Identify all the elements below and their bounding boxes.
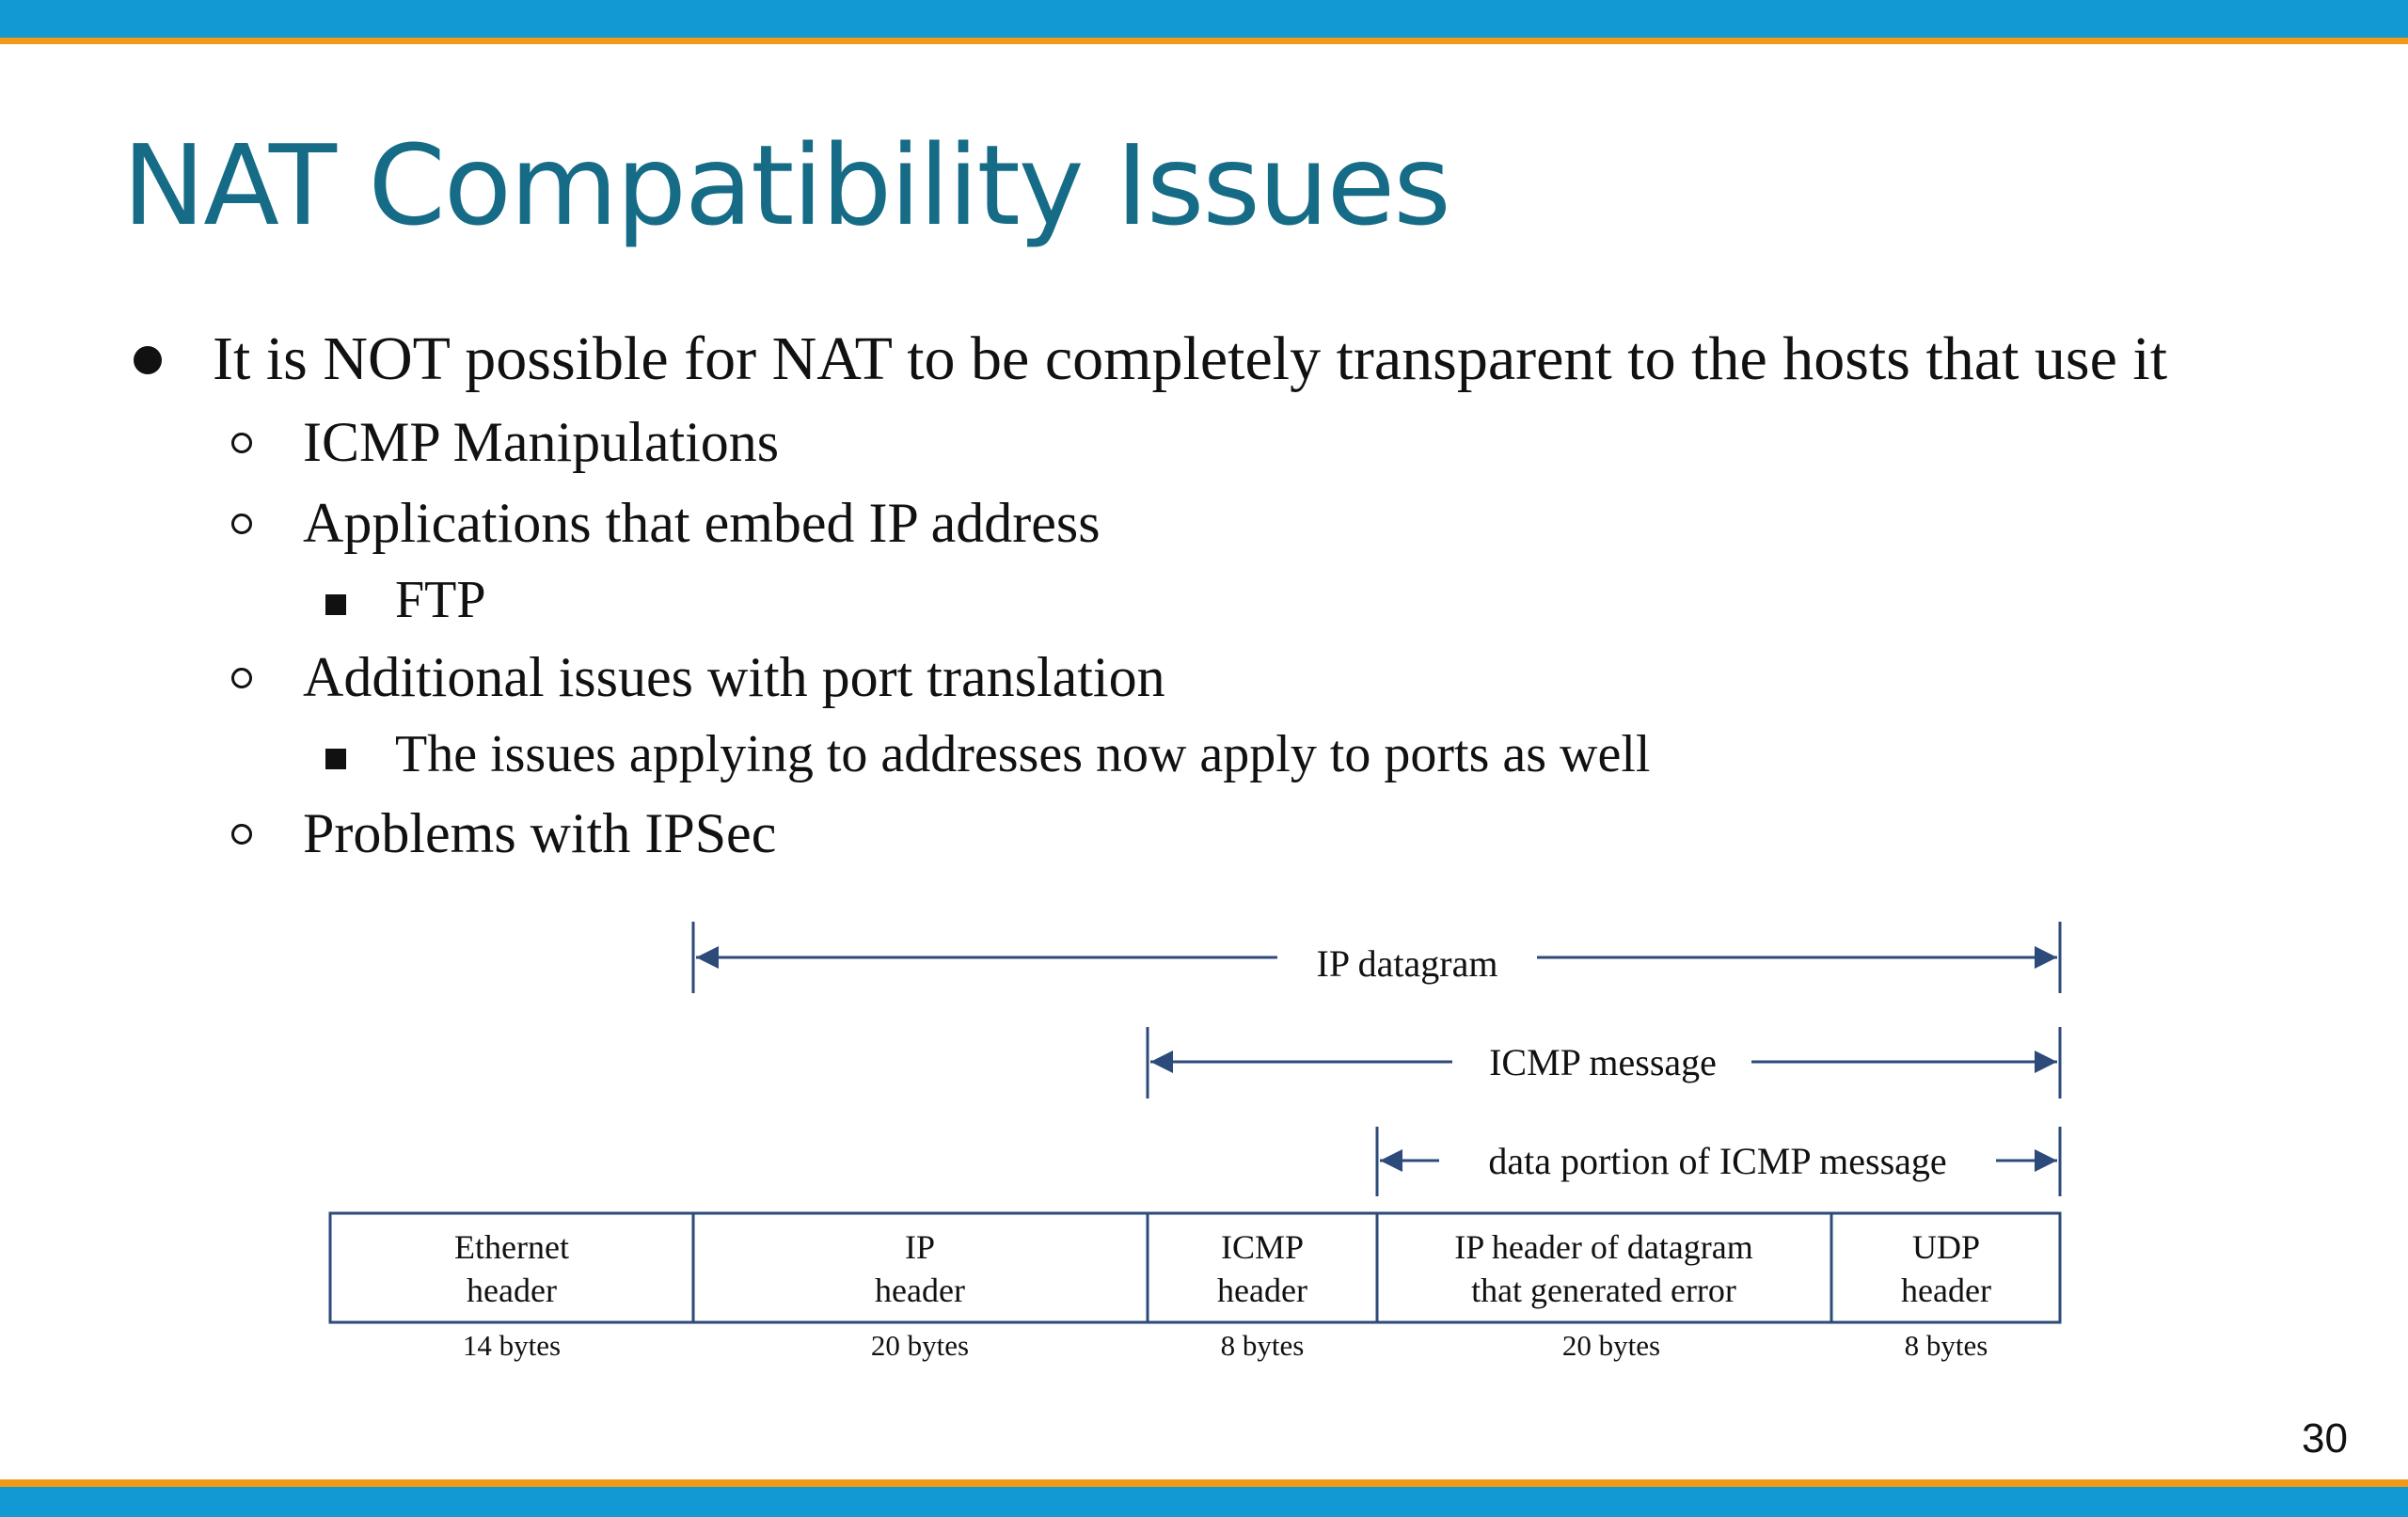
span-data-portion	[1377, 1127, 2060, 1196]
bullet-text: ICMP Manipulations	[303, 411, 780, 473]
bullet-text: Applications that embed IP address	[303, 492, 1101, 554]
field-size: 8 bytes	[1904, 1329, 1988, 1362]
field-label-line2: header	[875, 1272, 965, 1309]
bullet-text: Additional issues with port translation	[303, 646, 1165, 708]
field-size: 14 bytes	[462, 1329, 562, 1362]
field-size: 20 bytes	[870, 1329, 970, 1362]
field-label-line1: UDP	[1911, 1228, 1981, 1266]
field-udp-header	[1901, 1228, 1991, 1362]
span-label: IP datagram	[1316, 942, 1498, 985]
span-ip-datagram	[693, 922, 2060, 993]
field-error-datagram-ip-header	[1454, 1228, 1753, 1362]
bullet-text: The issues applying to addresses now apply to ports as well	[395, 725, 1651, 783]
bullet-text: Problems with IPSec	[303, 802, 777, 864]
slide-title: NAT Compatibility Issues	[122, 120, 1450, 250]
field-label-line2: header	[1901, 1272, 1991, 1309]
field-label-line1: IP header of datagram	[1454, 1228, 1753, 1266]
field-label-line1: Ethernet	[454, 1228, 569, 1266]
page-number: 30	[2302, 1415, 2348, 1462]
field-label-line2: header	[467, 1272, 557, 1309]
bullet-text: FTP	[395, 571, 486, 629]
field-icmp-header	[1217, 1228, 1307, 1362]
field-label-line1: ICMP	[1220, 1228, 1305, 1266]
field-ip-header	[871, 1228, 969, 1362]
bottom-accent-bar	[0, 1487, 2408, 1517]
field-label-line2: that generated error	[1471, 1272, 1736, 1309]
packet-fields	[330, 1213, 2060, 1362]
field-size: 8 bytes	[1220, 1329, 1305, 1362]
span-label: ICMP message	[1489, 1041, 1717, 1083]
field-label-line2: header	[1217, 1272, 1307, 1309]
field-size: 20 bytes	[1561, 1329, 1661, 1362]
packet-outline	[330, 1213, 2060, 1322]
span-icmp-message	[1148, 1027, 2060, 1098]
span-label: data portion of ICMP message	[1488, 1140, 1947, 1182]
bottom-accent-stripe	[0, 1479, 2408, 1487]
field-ethernet-header	[454, 1228, 569, 1362]
bullet-text: It is NOT possible for NAT to be completely transparent to the hosts that use it	[213, 324, 2168, 393]
field-label-line1: IP	[904, 1228, 936, 1266]
